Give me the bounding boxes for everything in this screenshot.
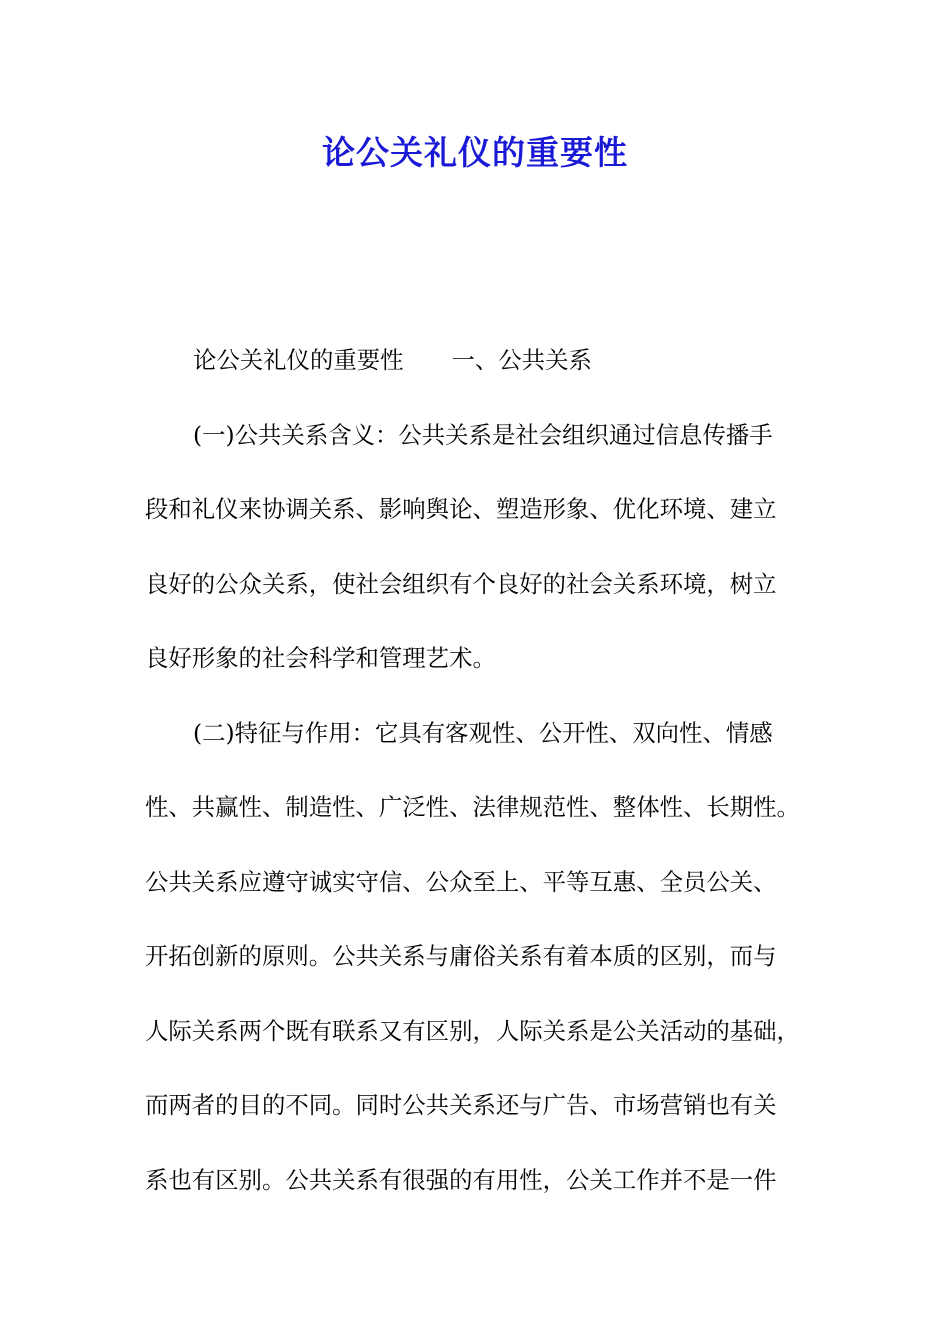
text-line: 公共关系应遵守诚实守信、公众至上、平等互惠、全员公关、 — [145, 867, 777, 896]
document-body — [145, 336, 825, 1230]
text-line: 良好的公众关系，使社会组织有个良好的社会关系环境，树立 — [145, 569, 777, 598]
text-line: 良好形象的社会科学和管理艺术。 — [145, 644, 496, 672]
document-title: 论公关礼仪的重要性 — [322, 133, 628, 172]
text-line: 系也有区别。公共关系有很强的有用性，公关工作并不是一件 — [145, 1165, 777, 1194]
text-line: 人际关系两个既有联系又有区别，人际关系是公关活动的基础， — [145, 1016, 800, 1045]
text-line: (二)特征与作用：它具有客观性、公开性、双向性、情感 — [193, 718, 773, 747]
text-line: 开拓创新的原则。公共关系与庸俗关系有着本质的区别，而与 — [145, 942, 777, 970]
heading-line — [145, 336, 825, 411]
heading-line-right: 一、公共关系 — [451, 346, 592, 374]
text-line: 性、共赢性、制造性、广泛性、法律规范性、整体性、长期性。 — [145, 793, 800, 821]
text-line: (一)公共关系含义：公共关系是社会组织通过信息传播手 — [193, 420, 773, 449]
heading-line-left: 论公关礼仪的重要性 — [193, 346, 404, 374]
text-line: 而两者的目的不同。同时公共关系还与广告、市场营销也有关 — [145, 1091, 777, 1119]
text-line: 段和礼仪来协调关系、影响舆论、塑造形象、优化环境、建立 — [145, 495, 777, 523]
